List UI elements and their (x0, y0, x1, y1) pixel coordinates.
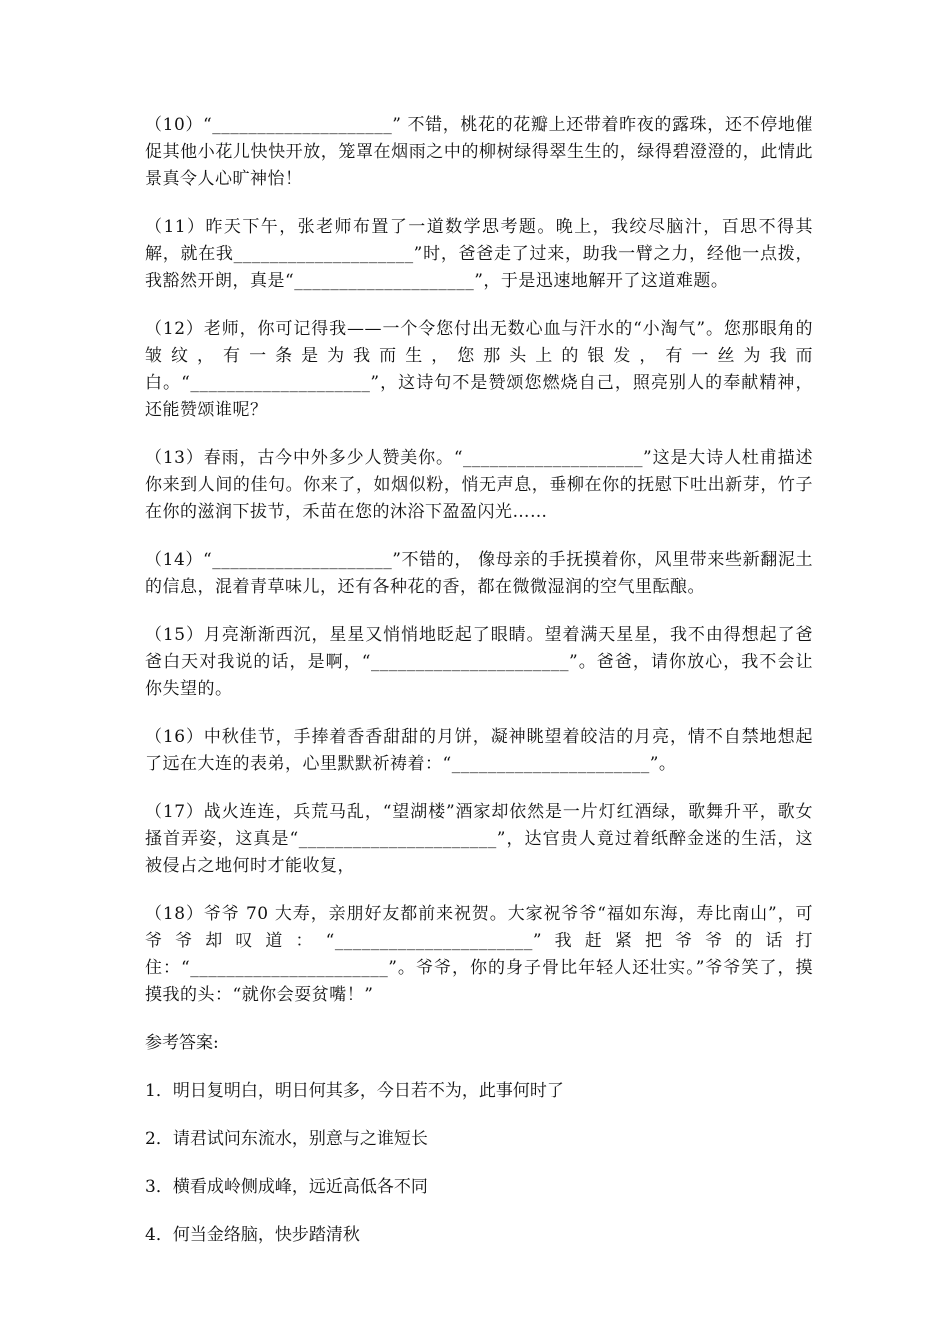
question-14: （14）“____________________”不错的， 像母亲的手抚摸着你，风里带来些新翻泥土的信息，混着青草味儿，还有各种花的香，都在微微湿润的空气里酝酿。 (145, 550, 813, 597)
question-17: （17）战火连连，兵荒马乱，“望湖楼”酒家却依然是一片灯红酒绿，歌舞升平，歌女搔首弄姿，这真是“______________________”，达官贵人竟过着纸醉金迷的生活，这被侵占之地何时才能收复， (145, 802, 813, 876)
question-11: （11）昨天下午，张老师布置了一道数学思考题。晚上，我绞尽脑汁，百思不得其解，就在我____________________”时，爸爸走了过来，助我一臂之力，经他一点拨，我豁然开朗，真是“____________________”，于是迅速地解开了这道难题。 (145, 217, 813, 291)
answer-1: 1．明日复明白，明日何其多，今日若不为，此事何时了 (145, 1081, 564, 1101)
answer-2: 2．请君试问东流水，别意与之谁短长 (145, 1129, 428, 1149)
document-content (145, 112, 813, 1270)
question-15: （15）月亮渐渐西沉，星星又悄悄地眨起了眼睛。望着满天星星，我不由得想起了爸爸白天对我说的话，是啊，“______________________”。爸爸，请你放心，我不会让你失望的。 (145, 625, 813, 699)
question-13: （13）春雨，古今中外多少人赞美你。“____________________”这是大诗人杜甫描述你来到人间的佳句。你来了，如烟似粉，悄无声息，垂柳在你的抚慰下吐出新芽，竹子在你的滋润下拔节，禾苗在您的沐浴下盈盈闪光…… (145, 448, 813, 522)
answer-4: 4．何当金络脑，快步踏清秋 (145, 1225, 360, 1245)
question-16: （16）中秋佳节，手捧着香香甜甜的月饼，凝神眺望着皎洁的月亮，情不自禁地想起了远在大连的表弟，心里默默祈祷着：“______________________”。 (145, 727, 813, 774)
question-18: （18）爷爷 70 大寿，亲朋好友都前来祝贺。大家祝爷爷“福如东海，寿比南山”，可爷爷却叹道：“______________________”我赶紧把爷爷的话打住：“______________________”。爷爷，你的身子骨比年轻人还壮实。”爷爷笑了，摸摸我的头：“就你会耍贫嘴！” (145, 904, 813, 1005)
question-12: （12）老师，你可记得我——一个令您付出无数心血与汗水的“小淘气”。您那眼角的皱纹，有一条是为我而生，您那头上的银发，有一丝为我而白。“____________________”，这诗句不是赞颂您燃烧自己，照亮别人的奉献精神，还能赞颂谁呢？ (145, 319, 813, 420)
answers-heading: 参考答案: (145, 1033, 219, 1053)
question-10: （10）“____________________” 不错，桃花的花瓣上还带着昨夜的露珠，还不停地催促其他小花儿快快开放，笼罩在烟雨之中的柳树绿得翠生生的，绿得碧澄澄的，此情此景真令人心旷神怡！ (145, 115, 813, 189)
answer-3: 3．横看成岭侧成峰，远近高低各不同 (145, 1177, 428, 1197)
